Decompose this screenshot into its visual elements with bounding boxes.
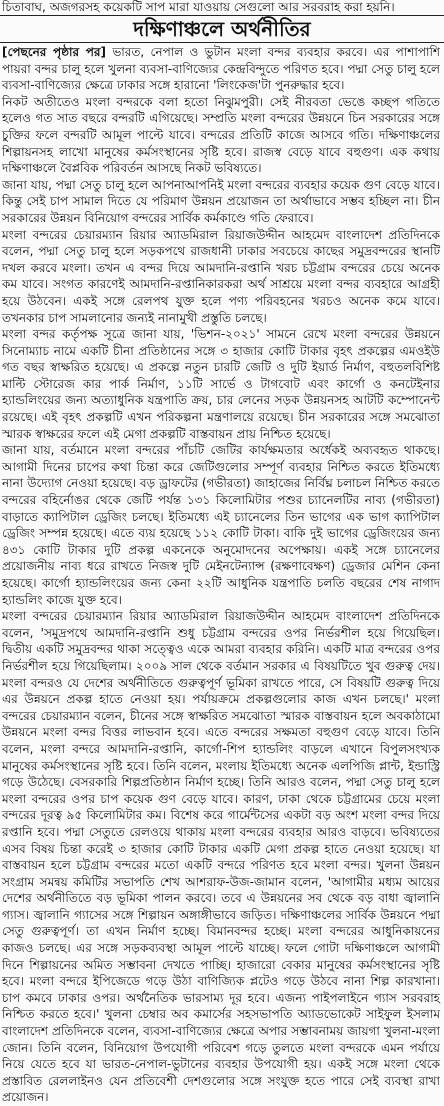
article-paragraph: মংলা বন্দরের চেয়ারম্যান রিয়ার অ্যাডমিরাল রিয়াজউদ্দীন আহমেদ বাংলাদেশ প্রতিদিনকে বলেন, পদ্মা সেতু চালু হলে সড়কপথে রাজধানী ঢাকার সবচেয়ে কাছের সমুদ্রবন্দরের স্থানটি দখল করবে মংলা। তখন এ বন্দর দিয়ে আমদানি-রপ্তানি খরচ চট্টগ্রাম বন্দরের চেয়ে অনেক কম যাবে। সংগত কারণেই আমদানি-রপ্তানিকারকরা অর্থ সাশ্রয়ে মংলা বন্দর ব্যবহারে আগ্রহী হয়ে উঠবেন। একই সঙ্গে রেলপথ যুক্ত হলে পণ্য পরিবহনের খরচও অনেক কমে যাবে। তখনকার চাপ সামলানোর জন্যই নানামুখী প্রস্তুতি চলছে। xyxy=(2,227,440,325)
article-paragraph: নিকট অতীতেও মংলা বন্দরকে বলা হতো নিঝুমপুরী। সেই নীরবতা ভেঙে কচ্ছপ গতিতে হলেও গত সাত বছরে বন্দরটি এগিয়েছে। সম্প্রতি মংলা বন্দরের উন্নয়নে চিন সরকারের সঙ্গে চুক্তির ফলে বন্দরটি আমূল পাল্টে যাবে। বন্দরের প্রতিটি কাজে আসবে গতি। দক্ষিণাঞ্চলের শিল্পায়নসহ লাখো মানুষের কর্মসংস্থানের সৃষ্টি হবে। রাজস্ব বেড়ে যাবে বহুগুণ। এক কথায় দক্ষিণাঞ্চলে বৈপ্লবিক পরিবর্তন আসছে নিকট ভবিষ্যতে। xyxy=(2,94,440,176)
paragraph-text: ভারত, নেপাল ও ভুটান মংলা বন্দর ব্যবহার করবে। এর পাশাপাশি পায়রা বন্দর চালু হলে খুলনা ব্যবসা-বাণিজ্যের কেন্দ্রবিন্দুতে পরিণত হবে। পদ্মা সেতু চালু হলে ব্যবসা-বাণিজ্যের ক্ষেত্রে ঢাকার সঙ্গে হারানো 'লিংকেজ'টা পুনরুদ্ধার হবে। xyxy=(2,45,440,93)
article-paragraph: মংলা বন্দরের চেয়ারম্যান রিয়ার অ্যাডমিরাল রিয়াজউদ্দীন আহমেদ বাংলাদেশ প্রতিদিনকে বলেন, 'সমুদ্রপথে আমদানি-রপ্তানি শুধু চট্টগ্রাম বন্দরের ওপর নির্ভরশীল হয়ে গিয়েছিল। দ্বিতীয় একটি সমুদ্রবন্দর থাকা সত্ত্বেও একে আমরা ব্যবহার করিনি। একটি মাত্র বন্দরের ওপর নির্ভরশীল হয়ে গিয়েছিলাম। ২০০৯ সাল থেকে বর্তমান সরকার এ বিষয়টিতে খুব গুরুত্ব দেয়। মংলা বন্দরও যে দেশের অর্থনীতিতে গুরুত্বপূর্ণ ভূমিকা রাখতে পারে, সে বিষয়টি গুরুত্ব দিয়ে এর উন্নয়নে প্রকল্প হাতে নেওয়া হয়। পর্যায়ক্রমে প্রকল্পগুলোর কাজ এখন চলছে।' মংলা বন্দরের চেয়ারম্যান বলেন, চীনের সঙ্গে স্বাক্ষরিত সমঝোতা স্মারক বাস্তবায়ন হলে অবকাঠামো উন্নয়নে মংলা বন্দর বিত্তর লাভবান হবে। এতে বন্দরের সক্ষমতা বহুগুণ বেড়ে যাবে। তিনি বলেন, মংলা বন্দরে আমদানি-রপ্তানি, কার্গো-শিপ হ্যান্ডলিং বাড়লে এখানে বিপুলসংখ্যক মানুষের কর্মসংস্থানের সৃষ্টি হবে। তিনি বলেন, মংলায় ইতিমধ্যে অনেক এলপিজি প্লান্ট, ইন্ডাস্ট্রি গড়ে উঠেছে। বেসরকারি শিল্পপ্রতিষ্ঠান নির্মাণ হচ্ছে। তিনি আরও বলেন, পদ্মা সেতু চালু হলে মংলা বন্দরের ওপর চাপ কয়েক গুণ বেড়ে যাবে। কারণ, ঢাকা থেকে চট্টগ্রামের চেয়ে মংলা বন্দরের দূরত্ব ৯৫ কিলোমিটার কম। বিশেষ করে গার্মেন্টসের একটা বড় অংশ মংলা বন্দর দিয়ে রপ্তানি হবে। পদ্মা সেতুতে রেলওয়ে থাকায় মংলা বন্দরের ব্যবহার আরও বাড়বে। ভবিষ্যতের এসব বিষয় চিন্তা করেই ৩ হাজার কোটি টাকার একটি মেগা প্রকল্প হাতে নেওয়া হয়েছে। যা বাস্তবায়ন হলে চট্টগ্রাম বন্দরের মতো একটি বন্দরে পরিণত হবে মংলা বন্দর। খুলনা উন্নয়ন সংগ্রাম সমন্বয় কমিটির সভাপতি শেখ আশরাফ-উজ-জামান বলেন, 'আগামীর মধ্যম আয়ের দেশের অর্থনীতিতে বড় ভূমিকা পালন করবে। তবে এ উন্নয়নের সব থেকে বড় বাধা জ্বালানি গ্যাস। জ্বালানি গ্যাসের সঙ্গে শিল্পায়ন অঙ্গাঙ্গীভাবে জড়িত। দক্ষিণাঞ্চলের সার্বিক উন্নয়নে পদ্মা সেতু গুরুত্বপূর্ণ। তা এখন নির্মাণ হচ্ছে। বিমানবন্দর হচ্ছে। মংলা বন্দরের আধুনিকায়নের কাজও চলছে। এর সঙ্গে সড়কব্যবস্থা আমূল পাল্টে যাচ্ছে। ফলে গোটা দক্ষিণাঞ্চলে আগামী দিনে শিল্পায়নের অমিত সম্ভাবনা দেখতে পাচ্ছি। হাজারো বেকার মানুষের কর্মসংস্থানের সৃষ্টি হবে। মংলা বন্দরে ইপিজেডে গড়ে উঠা বাণিজ্যিক প্লটেও গড়ে উঠবে নানা শিল্প কারখানা। চাপ কমবে ঢাকার ওপর। অর্থনৈতিক ভারসাম্য দূর হবে। এজন্য পাইপলাইনে গ্যাস সরবরাহ নিশ্চিত করতে হবে।' খুলনা চেম্বার অব কমার্সের সহসভাপতি অ্যাডভোকেট সাইফুল ইসলাম বাংলাদেশ প্রতিদিনকে বলেন, ব্যবসা-বাণিজ্যের ক্ষেত্রে অপার সম্ভাবনাময় জায়গা খুলনা-মংলা জোন। তিনি বলেন, বিনিয়োগ উপযোগী পরিবেশ গড়ে তুলতে মংলা বন্দরকে এমন পর্যায়ে নিয়ে যেতে হবে যা ভারত-নেপাল-ভুটানের ব্যবহার উপযোগী হয়। একই সঙ্গে মংলা থেকে প্রস্তাবিত রেললাইনও যেন প্রতিবেশী দেশগুলোর সঙ্গে সংযুক্ত হতে পারে সেই ব্যবস্থা রাখা প্রয়োজন। xyxy=(2,609,440,1105)
article-headline: দক্ষিণাঞ্চলে অর্থনীতির xyxy=(133,17,311,41)
article-paragraph: জানা যায়, বর্তমানে মংলা বন্দরের পাঁচটি জেটির কার্যক্ষমতার অর্ধেকই অব্যবহৃত থাকছে। আগামী দিনের চাপের কথা চিন্তা করে জেটিগুলোর সম্পূর্ণ ব্যবহার নিশ্চিত করতে ইতিমধ্যে নানা উদ্যোগ নেওয়া হয়েছে। বড় ড্রাফটের (গভীরতা) জাহাজের নির্বিঘ্ন চলাচল নিশ্চিত করতে বন্দরের বহির্নোঙর থেকে জেটি পর্যন্ত ১৩১ কিলোমিটার পশুর চ্যানেলটির নাব্য (গভীরতা) বাড়াতে ক্যাপিটাল ড্রেজিং চলছে। ইতিমধ্যে এই চ্যানেলের তিন ভাগের এক ভাগ ক্যাপিটাল ড্রেজিং সম্পন্ন হয়েছে। এতে ব্যয় হয়েছে ১১২ কোটি টাকা। বাকি দুই ভাগের ড্রেজিংয়ের জন্য ৪৩১ কোটি টাকার দুটি প্রকল্প একনেকে অনুমোদনের অপেক্ষায়। একই সঙ্গে চ্যানেলের প্রয়োজনীয় নাব্য ধরে রাখতে নিজস্ব দুটি মেইনটেন্যান্স (রক্ষণাবেক্ষণ) ড্রেজার মেশিন কেনা হয়েছে। কার্গো হ্যান্ডলিংয়ের জন্য কেনা ২২টি আধুনিক যন্ত্রপাতি চলতি বছরের শেষ নাগাদ হ্যান্ডলিং কাজে যুক্ত হবে। xyxy=(2,443,440,607)
article-paragraph: মংলা বন্দর কর্তৃপক্ষ সূত্রে জানা যায়, 'ভিশন-২০২১' সামনে রেখে মংলা বন্দরের উন্নয়নে সিনোম্যাচ নামে একটি চীনা প্রতিষ্ঠানের সঙ্গে ৩ হাজার কোটি টাকার বৃহৎ প্রকল্পের এমওইউ গত বছর স্বাক্ষরিত হয়েছে। এ প্রকল্পে নতুন চারটি জেটি ও দুটি ইয়ার্ড নির্মাণ, বহুতলবিশিষ্ট মাল্টি স্টোরেজ কার পার্ক নির্মাণ, ১১টি সার্ভে ও টাগবোট এবং কার্গো ও কনটেইনার হ্যান্ডলিংয়ের জন্য অত্যাধুনিক যন্ত্রপাতি ক্রয়, চার লেনের সড়ক উন্নয়নসহ আটটি কম্পোনেন্ট রয়েছে। এই বৃহৎ প্রকল্পটি এখন পরিকল্পনা মন্ত্রণালয়ে রয়েছে। চীন সরকারের সঙ্গে সমঝোতা স্মারক স্বাক্ষরের ফলে এই মেগা প্রকল্পটি বাস্তবায়ন প্রায় নিশ্চিত হয়েছে। xyxy=(2,327,440,441)
continued-from-tag: [পেছনের পৃষ্ঠার পর] xyxy=(2,45,107,59)
article-paragraph xyxy=(2,44,440,94)
previous-article-tail: চিতাবাঘ, অজগরসহ কয়েকটি সাপ মারা যাওয়ায় সেগুলো আর সরবরাহ করা হয়নি। xyxy=(2,0,395,14)
headline-rule xyxy=(0,42,444,43)
article-paragraph: জানা যায়, পদ্মা সেতু চালু হলে আপনাআপনিই মংলা বন্দরের ব্যবহার কয়েক গুণ বেড়ে যাবে। কিন্তু সেই চাপ সামাল দিতে যে পরিমাণ উন্নয়ন প্রয়োজন তা অর্থাভাবে সম্ভব হচ্ছিল না। চীন সরকারের উন্নয়ন বিনিয়োগ বন্দরের সার্বিক কর্মকাণ্ডে গতি ফেরাবে। xyxy=(2,177,440,225)
article-body xyxy=(2,44,440,1105)
